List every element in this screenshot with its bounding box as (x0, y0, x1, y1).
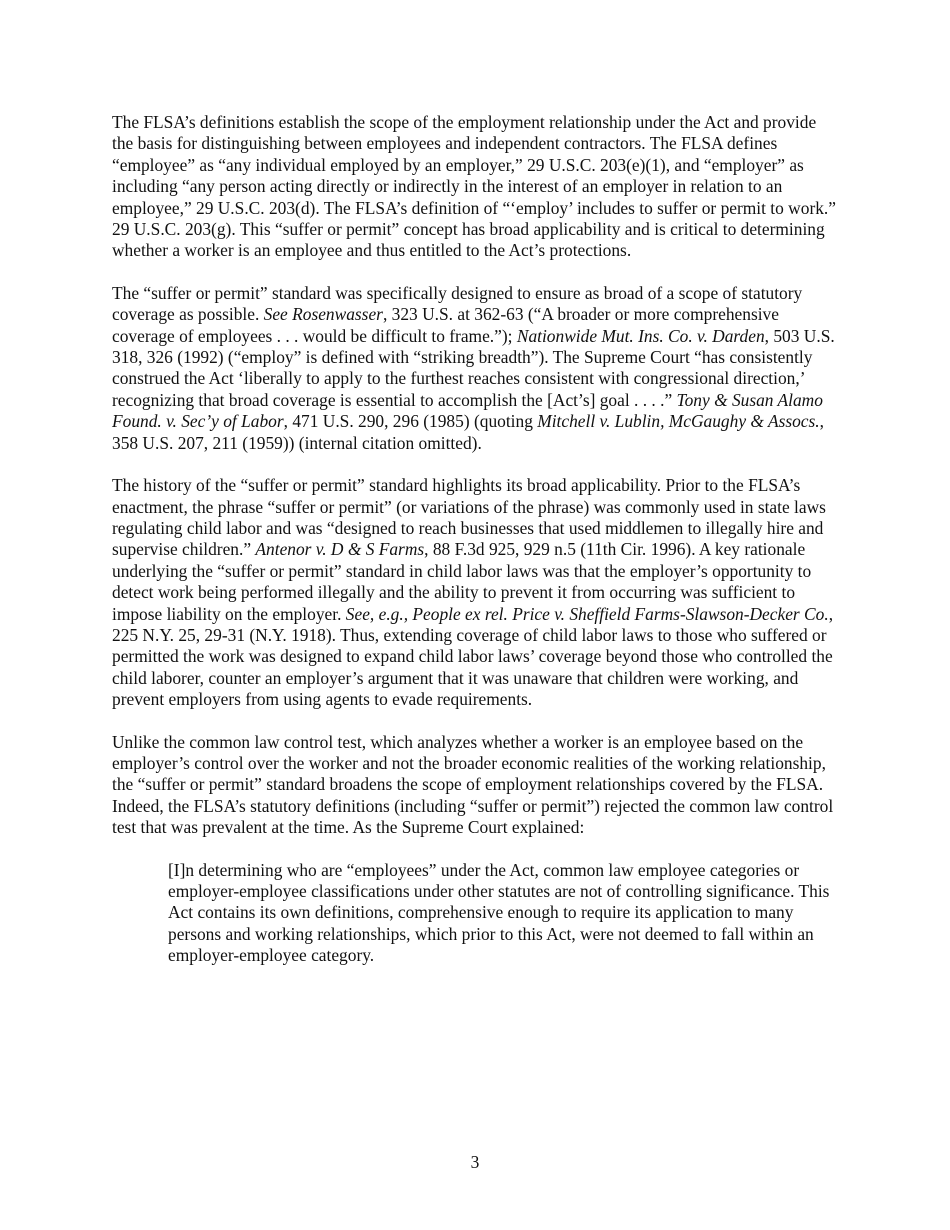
citation-italic: Antenor v. D & S Farms (255, 539, 425, 560)
paragraph-2 (112, 283, 840, 454)
paragraph-text: The history of the “suffer or permit” standard highlights its broad applicability. Prior to the FLSA’s enactment, the phrase “suffer or permit” (or variations of the phrase) was commonly used in state laws regulating child labor and was “designed to reach businesses that used middlemen to illegally hire and supervise children.” (112, 475, 826, 560)
paragraph-3 (112, 475, 840, 710)
paragraph-text: The FLSA’s definitions establish the scope of the employment relationship under the Act and provide the basis for distinguishing between employees and independent contractors. The FLSA defines “employee” as “any individual employed by an employer,” 29 U.S.C. 203(e)(1), and “employer” as including “any person acting directly or indirectly in the interest of an employer in relation to an employee,” 29 U.S.C. 203(d). The FLSA’s definition of “‘employ’ includes to suffer or permit to work.” 29 U.S.C. 203(g). This “suffer or permit” concept has broad applicability and is critical to determining whether a worker is an employee and thus entitled to the Act’s protections. (112, 112, 836, 261)
paragraph-text: , 88 F.3d 925, 929 n.5 (11th Cir. 1996). A key rationale underlying the “suffer or permit” standard in child labor laws was that the employer’s opportunity to detect work being performed illegally and the ability to prevent it from occurring was sufficient to impose liability on the employer. (112, 539, 812, 624)
page-number: 3 (470, 1152, 480, 1172)
citation-italic: See Rosenwasser (263, 304, 383, 325)
paragraph-text: , 323 U.S. at 362-63 (“A broader or more comprehensive coverage of employees . . . would be difficult to frame.”); (112, 304, 779, 346)
paragraph-text: , 225 N.Y. 25, 29-31 (N.Y. 1918). Thus, extending coverage of child labor laws to those who suffered or permitted the work was designed to expand child labor laws’ coverage beyond those who controlled the child laborer, counter an employer’s argument that it was unaware that children were working, and prevent employers from using agents to evade requirements. (112, 603, 834, 710)
citation-italic: Mitchell v. Lublin, McGaughy & Assocs. (537, 411, 820, 432)
paragraph-text: , 471 U.S. 290, 296 (1985) (quoting (283, 411, 538, 432)
paragraph-1 (112, 112, 840, 262)
body-text (112, 112, 840, 839)
paragraph-text: The “suffer or permit” standard was specifically designed to ensure as broad of a scope of statutory coverage as possible. (112, 282, 803, 325)
citation-italic: See, e.g., People ex rel. Price v. Sheffield Farms-Slawson-Decker Co. (345, 603, 829, 624)
paragraph-text: , 358 U.S. 207, 211 (1959)) (internal citation omitted). (112, 411, 824, 453)
citation-italic: Tony & Susan Alamo Found. v. Sec’y of Labor (112, 389, 823, 432)
paragraph-text: Unlike the common law control test, which analyzes whether a worker is an employee based on the employer’s control over the worker and not the broader economic realities of the working relationship, the “suffer or permit” standard broadens the scope of employment relationships covered by the FLSA. Indeed, the FLSA’s statutory definitions (including “suffer or permit”) rejected the common law control test that was prevalent at the time. As the Supreme Court explained: (112, 731, 834, 838)
citation-italic: Nationwide Mut. Ins. Co. v. Darden (516, 325, 765, 346)
paragraph-text: , 503 U.S. 318, 326 (1992) (“employ” is defined with “striking breadth”). The Supreme Court “has consistently construed the Act ‘liberally to apply to the furthest reaches consistent with congressional direction,’ recognizing that broad coverage is essential to accomplish the [Act’s] goal . . . .” (112, 325, 835, 410)
block-quote: [I]n determining who are “employees” under the Act, common law employee categories or employer-employee classifications under other statutes are not of controlling significance. This Act contains its own definitions, comprehensive enough to require its application to many persons and working relationships, which prior to this Act, were not deemed to fall within an employer-employee category. (168, 859, 830, 966)
paragraph-4 (112, 732, 840, 839)
